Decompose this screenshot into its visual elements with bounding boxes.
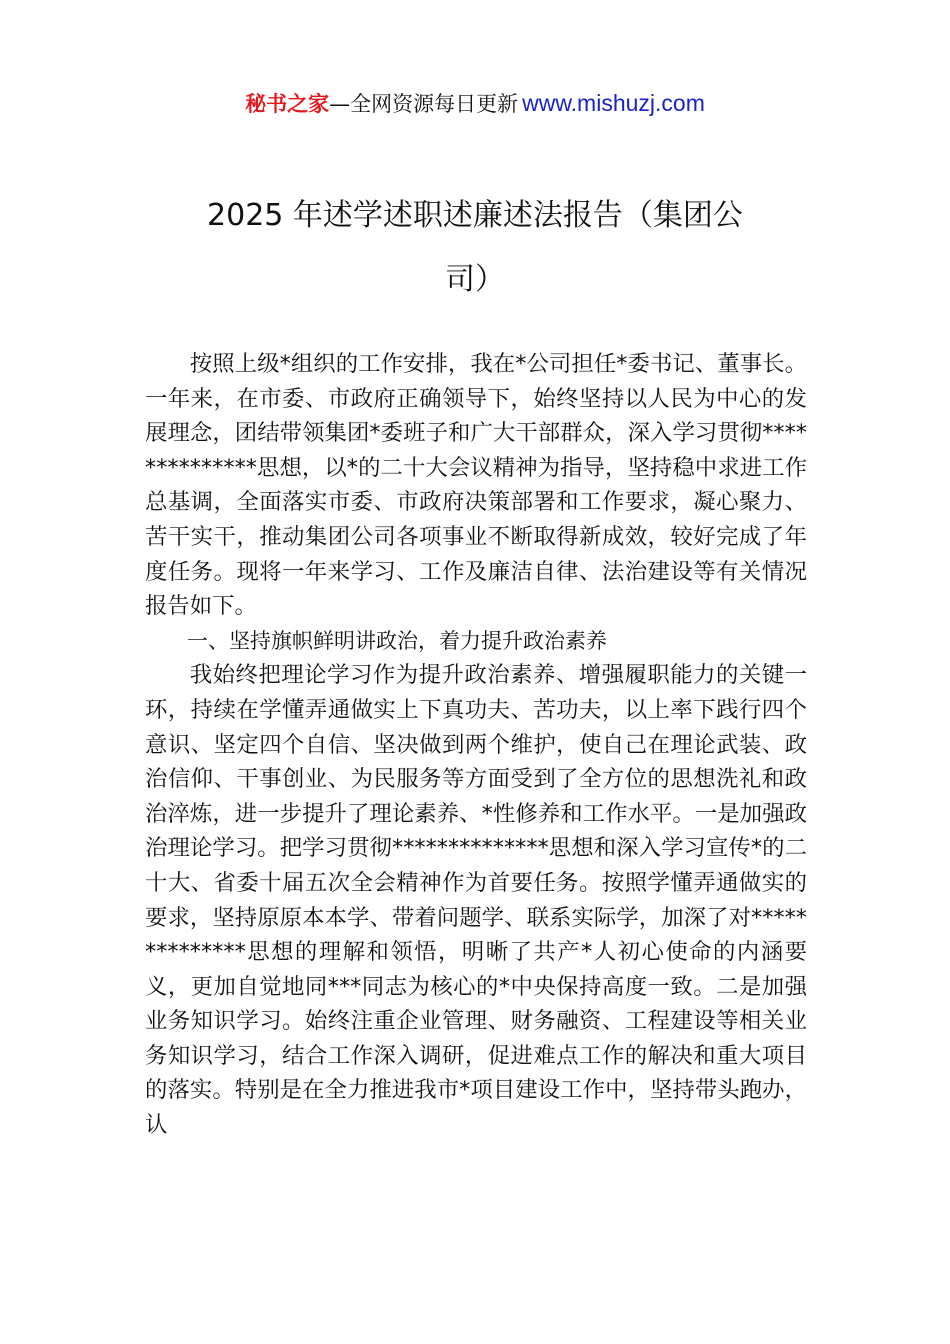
- document-title: [145, 184, 805, 312]
- intro-paragraph: 按照上级*组织的工作安排，我在*公司担任*委书记、董事长。一年来，在市委、市政府正确领导下，始终坚持以人民为中心的发展理念，团结带领集团*委班子和广大干部群众，深入学习贯彻**************思想，以*的二十大会议精神为指导，坚持稳中求进工作总基调，全面落实市委、市政府决策部署和工作要求，凝心聚力、苦干实干，推动集团公司各项事业不断取得新成效，较好完成了年度任务。现将一年来学习、工作及廉洁自律、法治建设等有关情况报告如下。: [145, 351, 807, 620]
- site-tagline: —全网资源每日更新: [329, 92, 519, 116]
- site-header: [0, 88, 950, 119]
- site-brand: 秘书之家: [245, 92, 330, 116]
- section-heading: 一、坚持旗帜鲜明讲政治，着力提升政治素养: [187, 628, 607, 653]
- section-paragraph: 我始终把理论学习作为提升政治素养、增强履职能力的关键一环，持续在学懂弄通做实上下真功夫、苦功夫，以上率下践行四个意识、坚定四个自信、坚决做到两个维护，使自己在理论武装、政治信仰、干事创业、为民服务等方面受到了全方位的思想洗礼和政治淬炼，进一步提升了理论素养、*性修养和工作水平。一是加强政治理论学习。把学习贯彻**************思想和深入学习宣传*的二十大、省委十届五次全会精神作为首要任务。按照学懂弄通做实的要求，坚持原原本本学、带着问题学、联系实际学，加深了对**************思想的理解和领悟，明晰了共产*人初心使命的内涵要义，更加自觉地同***同志为核心的*中央保持高度一致。二是加强业务知识学习。始终注重企业管理、财务融资、工程建设等相关业务知识学习，结合工作深入调研，促进难点工作的解决和重大项目的落实。特别是在全力推进我市*项目建设工作中，坚持带头跑办，认: [145, 662, 807, 1139]
- document-title-line-1: 2025 年述学述职述廉述法报告（集团公: [207, 198, 743, 233]
- document-body: [145, 347, 807, 1143]
- site-url-link[interactable]: www.mishuzj.com: [522, 90, 705, 116]
- document-title-line-2: 司）: [445, 262, 505, 297]
